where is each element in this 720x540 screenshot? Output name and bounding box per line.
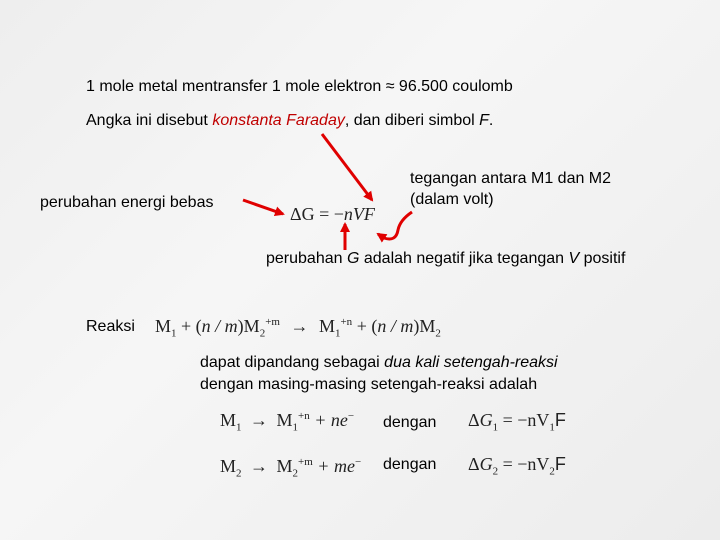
dengan-1: dengan [383,414,437,431]
h2-m2-sub: 2 [292,467,299,480]
h2-v-sub: 2 [549,465,555,478]
h2-dg-sub: 2 [492,465,499,478]
r-m2b-sub: 2 [435,327,441,340]
h1-dg-sub: 1 [492,421,499,434]
r-close1: ) [237,316,244,336]
h1-e-sup: − [347,410,355,422]
reaksi-label: Reaksi [86,318,135,335]
note-p1: perubahan [266,250,347,267]
dengan-2: dengan [383,456,437,473]
r-m2-sub: 2 [259,327,266,340]
definition-prefix: Angka ini disebut [86,112,213,129]
faraday-statement: 1 mole metal mentransfer 1 mole elektron ≈ 96.500 coulomb [86,78,513,95]
note-p3: positif [579,250,626,267]
eq-v: V [352,204,364,224]
h2-electrons: + me [312,456,355,476]
note-g: G [346,250,360,267]
arrow-faraday-to-f [322,134,372,200]
eq-n: n [343,204,353,224]
desc-line1-em: dua kali setengah-reaksi [384,354,558,371]
r-ratio1: n / m [201,316,238,336]
r-m1-sub: 1 [171,327,177,340]
h1-v-sub: 1 [549,421,555,434]
faraday-term: konstanta Faraday [212,112,345,129]
desc-line2: dengan masing-masing setengah-reaksi adalah [200,376,538,393]
eq-f: F [363,204,375,224]
note-p2: adalah negatif jika tegangan [359,250,569,267]
h1-f: F [554,410,566,430]
r-m1b-sub: 1 [334,327,341,340]
h2-m2-sup: +m [298,456,313,468]
arrow-energy-to-g [243,200,283,214]
h1-m1-sup: +n [298,410,310,422]
r-m2b: M [419,316,436,336]
h2-rhs: = −nV [498,454,550,474]
h2-e-sup: − [354,456,362,468]
h1-m-sub: 1 [236,421,242,434]
r-m2-sup: +m [265,316,280,328]
voltage-line2: (dalam volt) [410,191,494,208]
h2-dg: ΔG [468,454,493,474]
h2-m-sub: 2 [236,467,242,480]
r-plus1: + ( [176,316,202,336]
h1-dg: ΔG [468,410,493,430]
arrow-voltage-to-v [378,212,412,239]
h2-m2: M [276,456,293,476]
h1-arrow: → [250,410,269,430]
definition-middle: , dan diberi simbol [344,112,480,129]
r-ratio2: n / m [377,316,414,336]
eq-sign: = − [314,204,344,224]
desc-line1-pre: dapat dipandang sebagai [200,354,385,371]
symbol-f: F [479,112,489,129]
r-plus2: + ( [352,316,378,336]
h2-arrow: → [250,456,269,476]
r-m1b: M [318,316,335,336]
h1-m1: M [276,410,293,430]
eq-lhs: ΔG [290,204,315,224]
reaction-arrow: → [290,316,309,336]
h2-m: M [220,456,237,476]
h1-rhs: = −nV [498,410,550,430]
voltage-line1: tegangan antara M1 dan M2 [410,170,612,187]
definition-end: . [488,112,494,129]
r-m2: M [243,316,260,336]
r-close2: ) [413,316,420,336]
h1-electrons: + ne [309,410,348,430]
h1-m1-sub: 1 [292,421,299,434]
note-v: V [568,250,580,267]
label-free-energy: perubahan energi bebas [40,194,214,211]
r-m1: M [155,316,172,336]
r-m1b-sup: +n [340,316,353,328]
h1-m: M [220,410,237,430]
h2-f: F [554,454,566,474]
